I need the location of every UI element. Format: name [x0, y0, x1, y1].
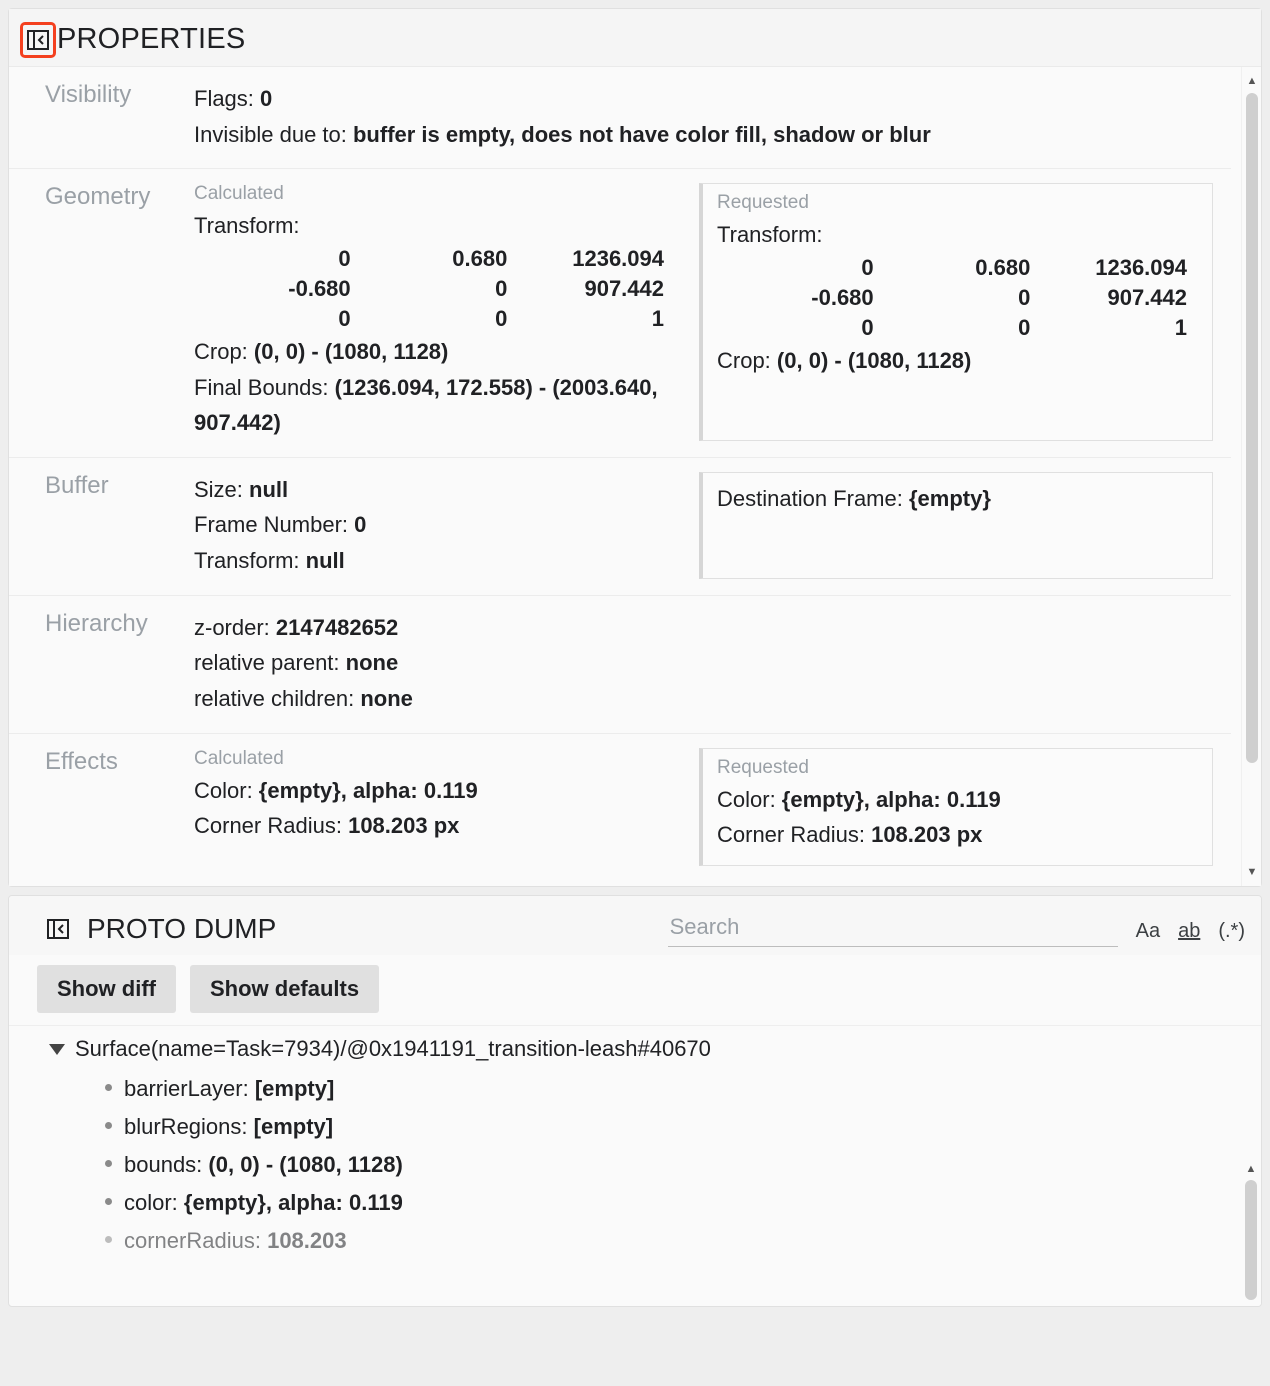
matrix-cell: 0	[495, 305, 508, 331]
scroll-up-arrow-icon[interactable]: ▲	[1246, 75, 1258, 87]
visibility-values	[194, 81, 1213, 152]
tree-item-text	[124, 1114, 333, 1140]
buffer-destination-frame-value: {empty}	[908, 485, 991, 511]
search-input[interactable]	[668, 910, 1118, 947]
matrix-cell: 0	[495, 275, 508, 301]
list-item[interactable]	[27, 1222, 1261, 1260]
tree-item-key: color:	[124, 1190, 184, 1215]
hierarchy-relative-parent	[194, 645, 1213, 681]
tree-item-key: bounds:	[124, 1152, 209, 1177]
effects-requested-subhead: Requested	[717, 756, 809, 778]
scrollbar-thumb[interactable]	[1246, 93, 1258, 763]
geometry-crop-key: Crop:	[194, 338, 254, 364]
proto-dump-search-area	[668, 910, 1245, 947]
matrix-cell: 1236.094	[572, 245, 664, 271]
proto-dump-title: PROTO DUMP	[87, 912, 277, 944]
hierarchy-relative-children-key: relative children:	[194, 685, 361, 711]
buffer-values	[194, 472, 677, 579]
list-item[interactable]	[27, 1108, 1261, 1146]
property-row-label: Geometry	[45, 183, 151, 211]
hierarchy-zorder-value: 2147482652	[275, 614, 399, 640]
tree-item-key: cornerRadius:	[124, 1228, 268, 1253]
matrix-cell: 0	[861, 314, 874, 340]
scrollbar-thumb[interactable]	[1245, 1180, 1257, 1300]
proto-dump-header	[9, 896, 1261, 955]
tree-item-text	[124, 1076, 334, 1102]
tree-item-value: 108.203	[267, 1228, 347, 1253]
matrix-cell: 907.442	[1107, 284, 1187, 310]
properties-panel	[8, 8, 1262, 887]
visibility-reason-value: buffer is empty, does not have color fill, shadow or blur	[352, 121, 931, 147]
geometry-calculated-matrix	[194, 244, 664, 334]
effects-requested	[699, 748, 1213, 866]
effects-color-value: {empty}, alpha: 0.119	[258, 777, 478, 803]
buffer-destination-frame-key: Destination Frame:	[717, 485, 909, 511]
effects-corner-radius-value: 108.203 px	[348, 813, 460, 839]
tree-item-value: (0, 0) - (1080, 1128)	[208, 1152, 403, 1177]
effects-calculated	[194, 748, 677, 866]
scroll-down-arrow-icon[interactable]: ▼	[1246, 866, 1258, 878]
visibility-flags	[194, 81, 1213, 117]
property-row-buffer	[9, 458, 1231, 596]
visibility-reason	[194, 117, 1213, 153]
effects-requested-color	[717, 782, 1200, 818]
property-row-label: Effects	[45, 747, 118, 775]
effects-corner-radius-key: Corner Radius:	[194, 813, 349, 839]
buffer-transform-key: Transform:	[194, 548, 306, 573]
properties-scrollbar[interactable]	[1241, 67, 1261, 886]
proto-dump-panel	[8, 895, 1262, 1307]
property-row-label: Hierarchy	[45, 609, 148, 637]
geometry-requested-matrix	[717, 253, 1187, 343]
geometry-requested	[699, 183, 1213, 441]
whole-word-toggle[interactable]: ab	[1178, 920, 1201, 942]
effects-color-key: Color:	[194, 777, 259, 803]
buffer-destination-frame	[717, 481, 1200, 517]
buffer-frame-number	[194, 507, 677, 543]
property-row-label: Buffer	[45, 471, 109, 499]
matrix-cell: 1	[1174, 314, 1187, 340]
hierarchy-relative-parent-key: relative parent:	[194, 650, 346, 676]
hierarchy-relative-children	[194, 681, 1213, 717]
list-item[interactable]	[27, 1070, 1261, 1108]
properties-panel-header	[9, 9, 1261, 66]
matrix-cell: 0.680	[975, 254, 1031, 280]
tree-root-node[interactable]	[27, 1032, 1261, 1070]
geometry-calculated-transform-label: Transform:	[194, 213, 300, 239]
hierarchy-zorder-key: z-order:	[194, 614, 276, 640]
geometry-crop-value: (0, 0) - (1080, 1128)	[253, 338, 449, 364]
geometry-requested-subhead: Requested	[717, 192, 809, 214]
visibility-flags-key: Flags:	[194, 86, 261, 111]
matrix-cell: 907.442	[584, 275, 664, 301]
hierarchy-zorder	[194, 610, 1213, 646]
matrix-cell: 0	[338, 245, 351, 271]
geometry-calculated-crop	[194, 334, 677, 370]
bullet-icon	[105, 1122, 112, 1129]
buffer-transform-value: null	[305, 548, 345, 573]
property-row-label: Visibility	[45, 81, 132, 108]
page-title: PROPERTIES	[57, 23, 246, 55]
effects-requested-corner-radius-value: 108.203 px	[871, 822, 983, 848]
hierarchy-relative-parent-value: none	[345, 650, 399, 676]
buffer-transform	[194, 543, 677, 579]
properties-scroll-body	[9, 66, 1261, 886]
bullet-icon	[105, 1084, 112, 1091]
buffer-frame-number-value: 0	[354, 512, 367, 538]
effects-requested-corner-radius	[717, 817, 1200, 853]
tree-item-value: [empty]	[254, 1076, 335, 1101]
tree-item-value: {empty}, alpha: 0.119	[183, 1190, 403, 1215]
effects-requested-color-value: {empty}, alpha: 0.119	[781, 786, 1001, 812]
buffer-size	[194, 472, 677, 508]
geometry-final-bounds-value: (1236.094, 172.558) - (2003.640, 907.442)	[194, 374, 658, 436]
effects-calculated-color	[194, 773, 677, 809]
tree-item-text	[124, 1152, 403, 1178]
hierarchy-values	[194, 610, 1213, 717]
matrix-cell: 1	[651, 305, 664, 331]
property-row-hierarchy	[9, 596, 1231, 734]
hierarchy-relative-children-value: none	[360, 685, 413, 711]
buffer-size-key: Size:	[194, 476, 250, 502]
regex-toggle[interactable]: (.*)	[1218, 920, 1245, 942]
collapse-left-icon[interactable]	[23, 25, 53, 55]
buffer-destination-frame-box	[699, 472, 1213, 579]
matrix-cell: -0.680	[811, 284, 874, 310]
matrix-cell: 0	[1018, 284, 1031, 310]
bullet-icon	[105, 1160, 112, 1167]
geometry-requested-crop-key: Crop:	[717, 347, 777, 373]
geometry-requested-crop	[717, 343, 1200, 379]
properties-rows	[9, 67, 1239, 886]
scroll-up-arrow-icon[interactable]: ▲	[1245, 1163, 1257, 1175]
property-row-visibility	[9, 67, 1231, 169]
proto-dump-scrollbar[interactable]	[1241, 1158, 1261, 1306]
buffer-frame-number-key: Frame Number:	[194, 512, 355, 538]
effects-calculated-subhead: Calculated	[194, 747, 284, 769]
list-item[interactable]	[27, 1184, 1261, 1222]
visibility-flags-value: 0	[260, 86, 273, 111]
geometry-final-bounds	[194, 370, 677, 441]
bullet-icon	[105, 1236, 112, 1243]
effects-requested-corner-radius-key: Corner Radius:	[717, 822, 872, 848]
tree-item-text	[124, 1228, 347, 1254]
matrix-cell: 1236.094	[1095, 254, 1187, 280]
tree-item-value: [empty]	[253, 1114, 334, 1139]
geometry-calculated	[194, 183, 677, 441]
matrix-cell: 0	[338, 305, 351, 331]
matrix-cell: 0	[1018, 314, 1031, 340]
proto-dump-tree	[9, 1025, 1261, 1263]
show-diff-button[interactable]: Show diff	[37, 965, 176, 1013]
matrix-cell: 0	[861, 254, 874, 280]
effects-calculated-corner-radius	[194, 808, 677, 844]
geometry-final-bounds-key: Final Bounds:	[194, 374, 335, 400]
proto-dump-button-row	[9, 955, 1261, 1025]
list-item[interactable]	[27, 1146, 1261, 1184]
visibility-reason-key: Invisible due to:	[194, 121, 353, 147]
bullet-icon	[105, 1198, 112, 1205]
tree-root-label: Surface(name=Task=7934)/@0x1941191_transition-leash#40670	[75, 1036, 711, 1061]
collapse-left-icon[interactable]	[43, 914, 73, 944]
geometry-calculated-subhead: Calculated	[194, 183, 284, 205]
effects-requested-color-key: Color:	[717, 786, 782, 812]
tree-item-key: blurRegions:	[124, 1114, 254, 1139]
property-row-geometry	[9, 169, 1231, 458]
chevron-down-icon[interactable]	[49, 1044, 65, 1055]
geometry-requested-transform-label: Transform:	[717, 222, 823, 248]
tree-item-text	[124, 1190, 403, 1216]
buffer-size-value: null	[249, 476, 289, 502]
matrix-cell: -0.680	[288, 275, 351, 301]
match-case-toggle[interactable]: Aa	[1135, 920, 1161, 942]
geometry-requested-crop-value: (0, 0) - (1080, 1128)	[776, 347, 972, 373]
property-row-effects	[9, 734, 1231, 882]
tree-item-key: barrierLayer:	[124, 1076, 255, 1101]
show-defaults-button[interactable]: Show defaults	[190, 965, 379, 1013]
matrix-cell: 0.680	[452, 245, 508, 271]
